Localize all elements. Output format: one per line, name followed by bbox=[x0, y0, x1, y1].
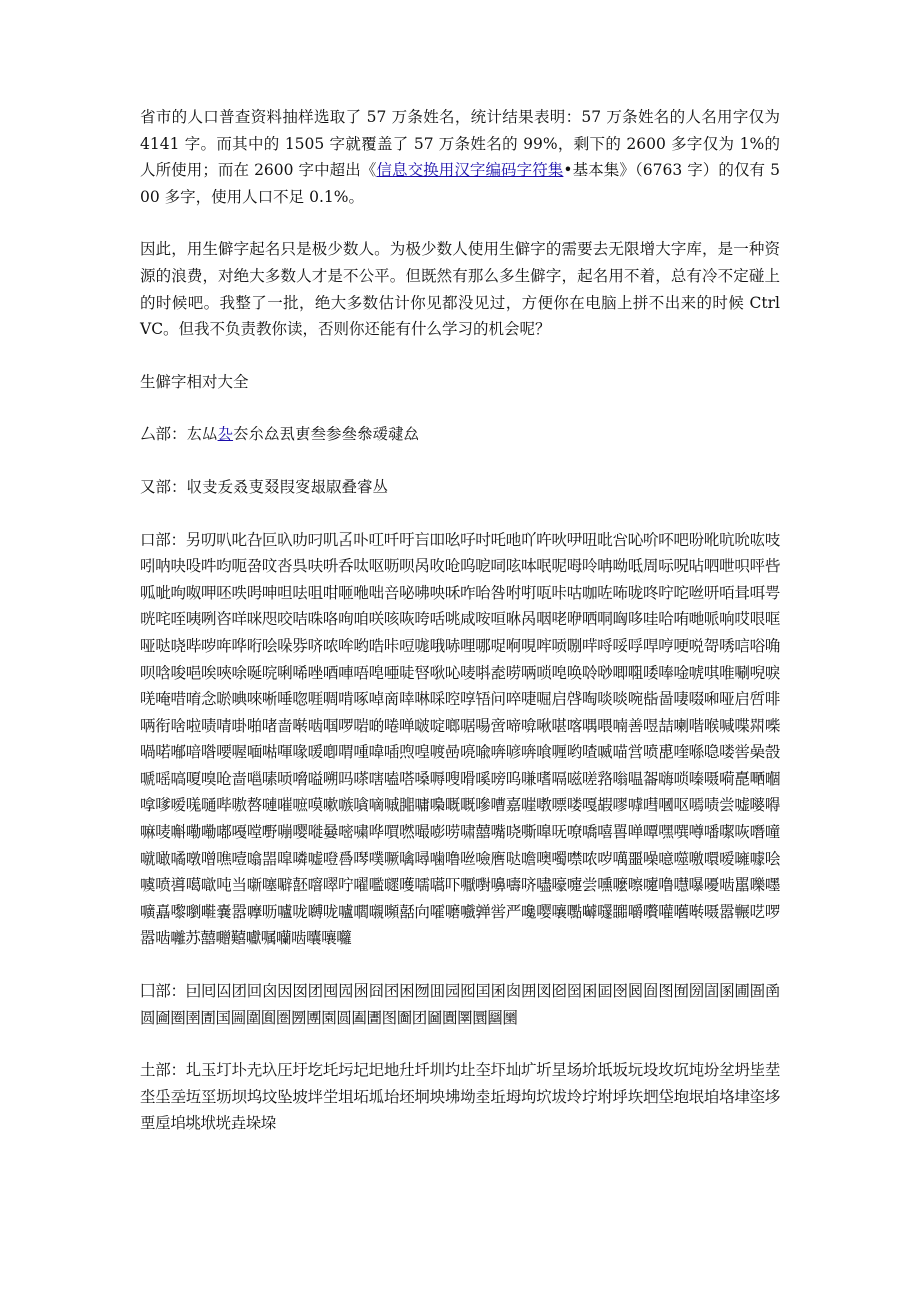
radical-you-chars: 収叏叐叒叓叕叚叜叝叞叠睿丛 bbox=[186, 477, 389, 496]
radical-si-line bbox=[140, 421, 780, 448]
list-title: 生僻字相对大全 bbox=[140, 372, 249, 391]
radical-tu-chars: 圠玉圢圤圥圦圧圩圪圫圬圮圯地圱圲圳圴圵圶圷圸圹圻圼场圿坁坂坃坄坆坈坉坋坌坍坒坓坔坕坖坘坙坜坝坞坟坠坡坢坣坥坧坬坮坯坰坱坲坳坴坵坶坸坹坺坽坾坿垀垁垇垈垉垊垍垎垏垐垑垔垕垖垗垘垙垚垛垜 bbox=[140, 1061, 780, 1133]
radical-wei-chars: 囙囘囜团回囟因囡团囤囥囦囧囨困囫囬园囮囯囷囱囲図囵囶囷囸囹囻囼图囿圀圁圂圃圄圅圆圇圈圉圊国圌圍圎圏圐圑園圆圔圕图圗团圙圚圛圜圝圞 bbox=[140, 982, 780, 1027]
radical-kou-label: 口部： bbox=[140, 530, 186, 549]
radical-you-line bbox=[140, 474, 780, 501]
intro-paragraph bbox=[140, 104, 780, 210]
radical-wei-label: 囗部： bbox=[140, 982, 186, 1001]
radical-si-chars-after: 厺厼厽厾叀叁参叄叅叆叇厽 bbox=[233, 425, 420, 444]
radical-kou-block bbox=[140, 527, 780, 953]
intro-text-part1: 省市的人口普查资料抽样选取了 57 万条姓名，统计结果表明：57 万条姓名的人名用字仅为 4141 字。而其中的 1505 字就覆盖了 57 万条姓名的 99%，剩下的 2600 多字仅为 1%的人所使用；而在 2600 字中超出《 bbox=[140, 108, 780, 180]
charset-link[interactable]: 信息交换用汉字编码字符集 bbox=[376, 161, 564, 180]
radical-you-label: 又部： bbox=[140, 477, 187, 496]
radical-si-label: 厶部： bbox=[140, 425, 187, 444]
radical-kou-chars: 另叨叭叱叴叵叺叻叼叽叾卟叿吀吁吂吅吆吇吋吒吔吖吘吙吚吜吡吢吣吤吥吧吩吪吭吮吰吱吲呐吷吺吽呁呃呄呅呇呉呋呏呑呔呕呖呗呙呚呛呜呝呞呟呠呡呢呣呤呥呦呧周呩呪呫呬呭呮呯呰呱呲呴呶呷呸呹呺呻呾呿咀咁咂咃咄咅咇咈咉咊咋咍咎咐咑咓咔咕咖咗咘咙咚咛咜咝咞咟咠咡咢咣咤咥咦咧咨咩咪咫咬咭咮咯咰咱咲咳咴咵咶咷咸咹咺咻呙咽咾咿哂哃哅哆哇哈哊哋哌响哎哏哐哑哒哓哔哕哖哗哘哙哚哛哜哝哞哟哠咔哣哤哦哧哩哪哫哬哯哰唝哵哶哷哸哹哻哼哽哾哿唀唁唂唃呗唅唆唈唉唊唋唌唍唎唏唑唒唓唔唣唖唗唘唙吣唛唞唟唠唡唢唣唤唥唦唧唨唩唪唫唬唭唯唰唲唳唴唵唶唷念唹唺唻唽唾唿啀啁啃啄啅啇啈啉啋啌啍啎问啐啑啒启啔啕啖啖啘啙啚啛啜啝哑启啠啡唡衔啥啦啧啨啩啪啫啬啭啮啯啰啱啲啳啴啵啶啷啹啺啻啼啽啾啿喀喁喂喃善喅喆喇喈喉喊喋喌喍喎喏喐喑喒喓喔喕喖喗喙喛喞喟喠喡喢喣喤喥喦喨喩喯喭喯喰喱哟喳喴喵営喷喸喹喺喼喽喾喿嗀嗁嗂嗃嗄嗅呛啬嗈嗉唝嗋嗌嗍吗嗏嗐嗑嗒嗓嗕嗖嗗嗘嗙呜嗛嗜嗝嗞嗟嗠嗡嗢嗧嗨唢嗪嗫嗬嗭嗮嗰嗱嗲嗳嗴嗵哔嗷嗸嗹嗺嗻嗼嗽嗾嗿嘀嘁嘂嘃嘄嘅嘅嘇嘈嘉嘊嘋嘌喽嘎嘏嘐嘑嘒嘓呕嘕啧尝嘘嘙嘚嘛唛嘝嘞嘞嘟嘠嘡嘢嘣嘤嘥嘦嘧嘨哗嘪嘫嘬嘭唠啸囍嘴哓嘶嘷呒嘹嘺嘻嘼啴嘾嘿噀噂噃噄咴噆噇噈噉噊噋噌噍噎噏噐噑噒嘘噔噕噖噗噘噙噚噛噜咝噞噟哒噡噢噣噤哝哕噧噩噪噫噬噭噮嗳噰噱哙噳喷噵噶噷吨当噺噻噼噽噾噿咛嚁嚂嚃嚄嚅嚆吓嚈嚉嚊嚋哜嚍嚎嚏尝嚑嚒嚓嚔噜嚖嚗嚘啮嚚嚛嚜嚝嚞嚟嚠嚡嚢嚣嚤呖嚧咙嚩咙嚧嚪嚫嚬嚭向嚯嚰嚱亸喾严嚵嘤嚷嚸嚹嚺嚻嚼嚽嚾嚿啭嗫嚣冁呓啰嚣啮囄苏囍囎囏囐嘱囒啮囔嚷囖 bbox=[140, 530, 780, 948]
radical-si-link-char[interactable]: 厹 bbox=[217, 425, 234, 444]
radical-tu-label: 土部： bbox=[140, 1061, 186, 1080]
intro-text-part2: •基本集》（6763 字）的仅有 500 多字，使用人口不足 0.1%。 bbox=[140, 161, 780, 206]
radical-si-chars-before: 厷厸 bbox=[186, 425, 218, 444]
document-page bbox=[140, 104, 780, 1137]
explanation-paragraph: 因此，用生僻字起名只是极少数人。为极少数人使用生僻字的需要去无限增大字库，是一种资源的浪费，对绝大多数人才是不公平。但既然有那么多生僻字，起名用不着，总有冷不定碰上的时候吧。我整了一批，绝大多数估计你见都没见过，方便你在电脑上拼不出来的时候 Ctrl VC。但我不负责教你读，否则你还能有什么学习的机会呢？ bbox=[140, 240, 780, 339]
radical-tu-block bbox=[140, 1057, 780, 1137]
radical-wei-block bbox=[140, 978, 780, 1031]
